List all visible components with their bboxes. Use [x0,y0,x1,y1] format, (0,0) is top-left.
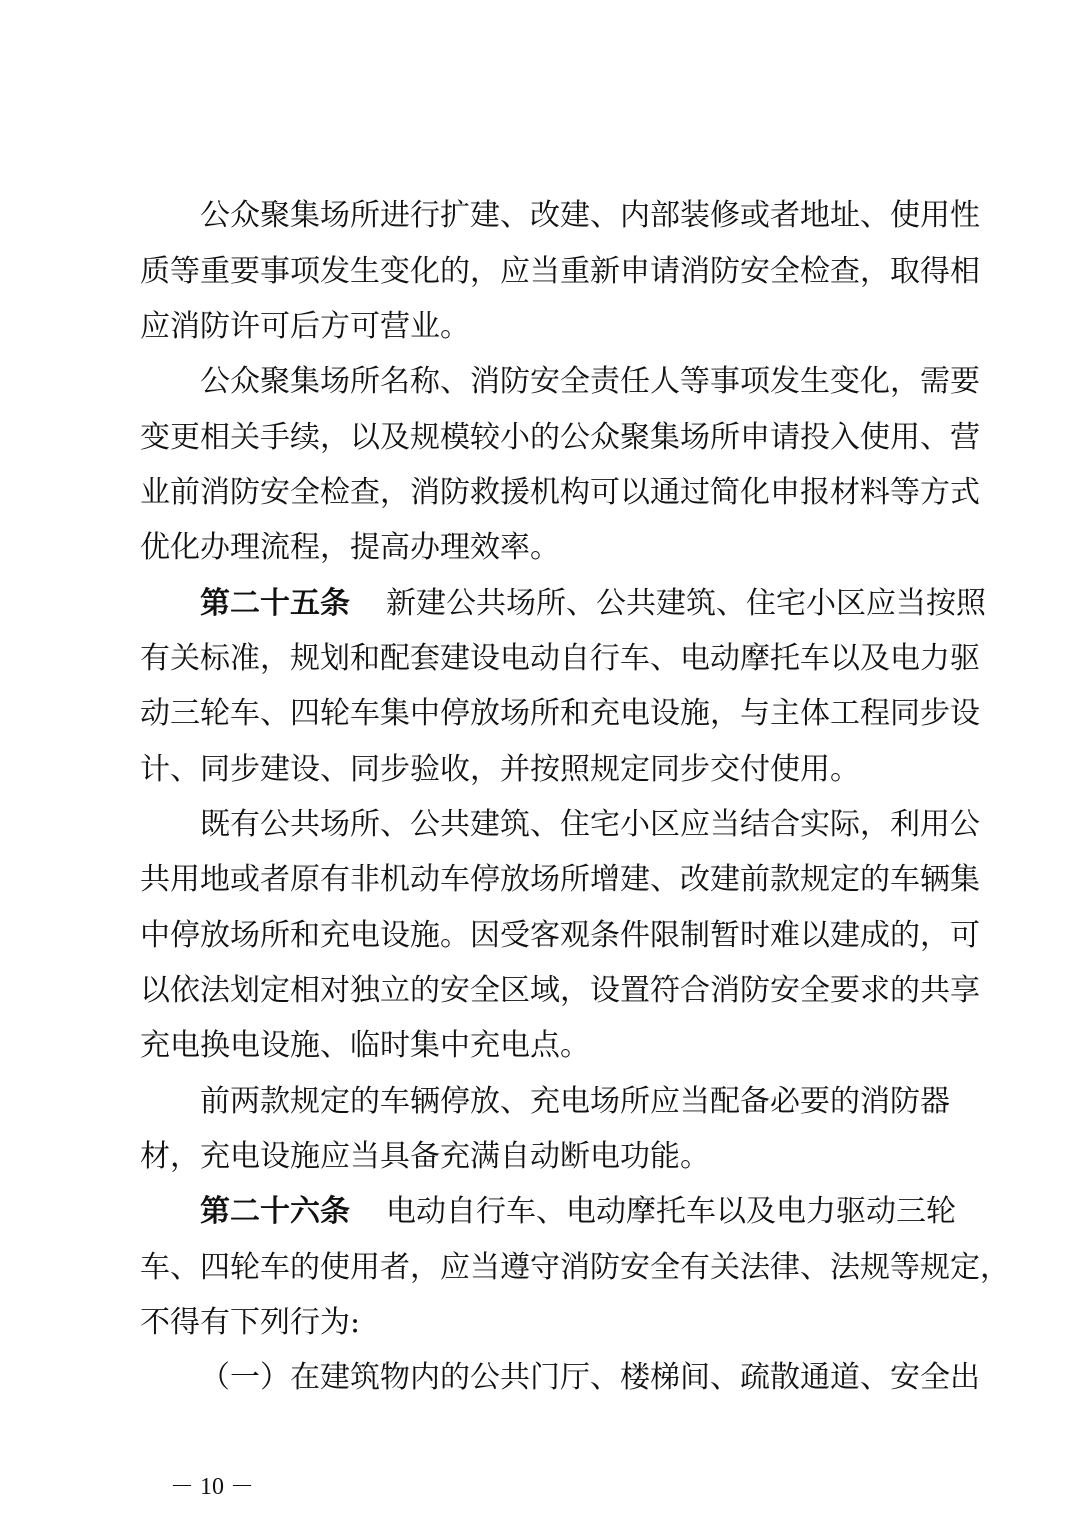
paragraph-line-5: 变更相关手续，以及规模较小的公众聚集场所申请投入使用、营 [140,420,980,455]
article-26-title: 第二十六条 [200,1194,350,1229]
paragraph-line-6: 业前消防安全检查，消防救援机构可以通过简化申报材料等方式 [140,475,980,510]
paragraph-line-22: （一）在建筑物内的公共门厅、楼梯间、疏散通道、安全出 [200,1360,980,1395]
paragraph-line-17: 前两款规定的车辆停放、充电场所应当配备必要的消防器 [200,1084,950,1119]
paragraph-line-14: 中停放场所和充电设施。因受客观条件限制暂时难以建成的，可 [140,918,980,953]
paragraph-line-3: 应消防许可后方可营业。 [140,309,470,344]
paragraph-line-12: 既有公共场所、公共建筑、住宅小区应当结合实际，利用公 [200,807,980,842]
article-25-title: 第二十五条 [200,586,350,621]
paragraph-line-9: 有关标准，规划和配套建设电动自行车、电动摩托车以及电力驱 [140,641,980,676]
article-26-text: 电动自行车、电动摩托车以及电力驱动三轮 [386,1194,956,1229]
paragraph-line-1: 公众聚集场所进行扩建、改建、内部装修或者地址、使用性 [200,198,980,233]
article-25-first-line [140,583,986,625]
paragraph-line-18: 材，充电设施应当具备充满自动断电功能。 [140,1139,710,1174]
paragraph-line-4: 公众聚集场所名称、消防安全责任人等事项发生变化，需要 [200,364,980,399]
paragraph-line-21: 不得有下列行为: [140,1305,361,1340]
paragraph-line-16: 充电换电设施、临时集中充电点。 [140,1028,590,1063]
article-25-text: 新建公共场所、公共建筑、住宅小区应当按照 [386,586,986,621]
paragraph-line-2: 质等重要事项发生变化的，应当重新申请消防安全检查，取得相 [140,254,980,289]
paragraph-line-15: 以依法划定相对独立的安全区域，设置符合消防安全要求的共享 [140,973,980,1008]
paragraph-line-7: 优化办理流程，提高办理效率。 [140,530,560,565]
page-number: － 10 － [170,1474,254,1500]
paragraph-line-13: 共用地或者原有非机动车停放场所增建、改建前款规定的车辆集 [140,862,980,897]
article-26-first-line [140,1191,956,1233]
paragraph-line-20: 车、四轮车的使用者，应当遵守消防安全有关法律、法规等规定， [140,1250,1010,1285]
paragraph-line-11: 计、同步建设、同步验收，并按照规定同步交付使用。 [140,752,860,787]
paragraph-line-10: 动三轮车、四轮车集中停放场所和充电设施，与主体工程同步设 [140,696,980,731]
